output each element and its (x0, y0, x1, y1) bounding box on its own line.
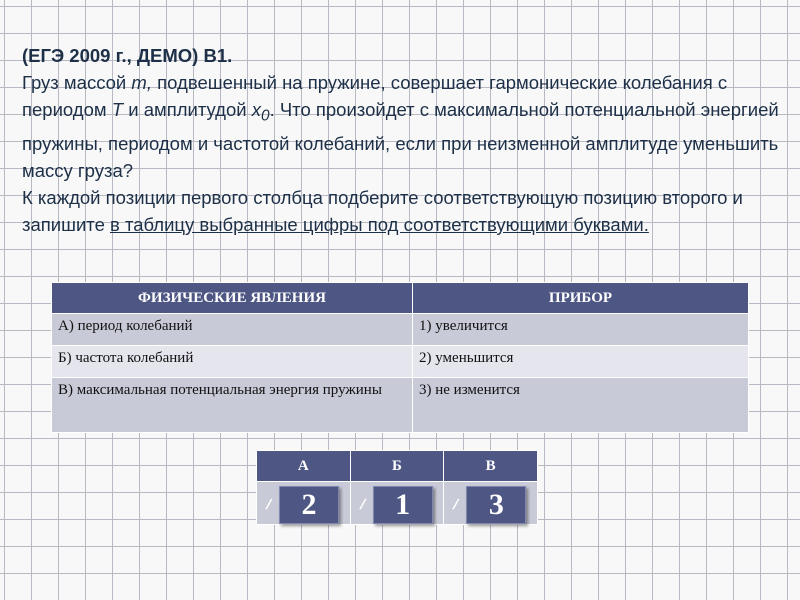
row-option: 3) не изменится (413, 378, 749, 433)
header-phenomena: ФИЗИЧЕСКИЕ ЯВЛЕНИЯ (52, 283, 413, 314)
var-t: T (111, 99, 124, 120)
answer-value-row (257, 482, 538, 525)
table-row (52, 314, 749, 346)
row-option: 2) уменьшится (413, 346, 749, 378)
answer-value-v: 3 (466, 486, 526, 524)
answer-header-b: Б (350, 451, 444, 482)
table-row (52, 346, 749, 378)
var-x: x (251, 99, 261, 120)
row-phenomenon: Б) частота колебаний (52, 346, 413, 378)
answer-header-a: А (257, 451, 351, 482)
marker-icon: / (264, 496, 274, 512)
row-phenomenon: В) максимальная потенциальная энергия пружины (52, 378, 413, 433)
marker-icon: / (451, 496, 462, 512)
row-option: 1) увеличится (413, 314, 749, 346)
answer-table (256, 450, 538, 525)
task-text-part: Груз массой (22, 72, 132, 93)
answer-cell-v[interactable] (444, 482, 538, 525)
answer-header-v: В (444, 451, 538, 482)
answer-value-a: 2 (279, 486, 339, 524)
task-text-part: . Что произойдет с максимальной потенциальной энергией пружины, периодом и частотой колебаний, если при неизменной амплитуде уменьшить массу груза? (22, 99, 779, 181)
var-x-subscript: 0 (260, 107, 270, 125)
task-instruction-link[interactable]: в таблицу выбранные цифры под соответствующими буквами. (110, 213, 649, 235)
answer-cell-b[interactable] (350, 482, 444, 525)
matching-table-header (52, 283, 749, 314)
answer-header-row (257, 451, 538, 482)
answer-cell-a[interactable] (257, 482, 351, 525)
task-title: (ЕГЭ 2009 г., ДЕМО) В1. (22, 45, 233, 66)
task-text-part: подвешенный на пружине, совершает гармонические колебания с периодом (22, 72, 728, 120)
table-row (52, 378, 749, 433)
marker-icon: / (357, 496, 368, 512)
row-phenomenon: А) период колебаний (52, 314, 413, 346)
task-text-part: и амплитудой (123, 99, 252, 120)
task-instruction: К каждой позиции первого столбца подберите соответствующую позицию второго и запишите (22, 186, 743, 235)
task-text (22, 42, 782, 238)
answer-value-b: 1 (373, 486, 433, 524)
matching-table (51, 282, 749, 433)
header-device: ПРИБОР (413, 283, 749, 314)
var-m: m, (131, 72, 152, 93)
